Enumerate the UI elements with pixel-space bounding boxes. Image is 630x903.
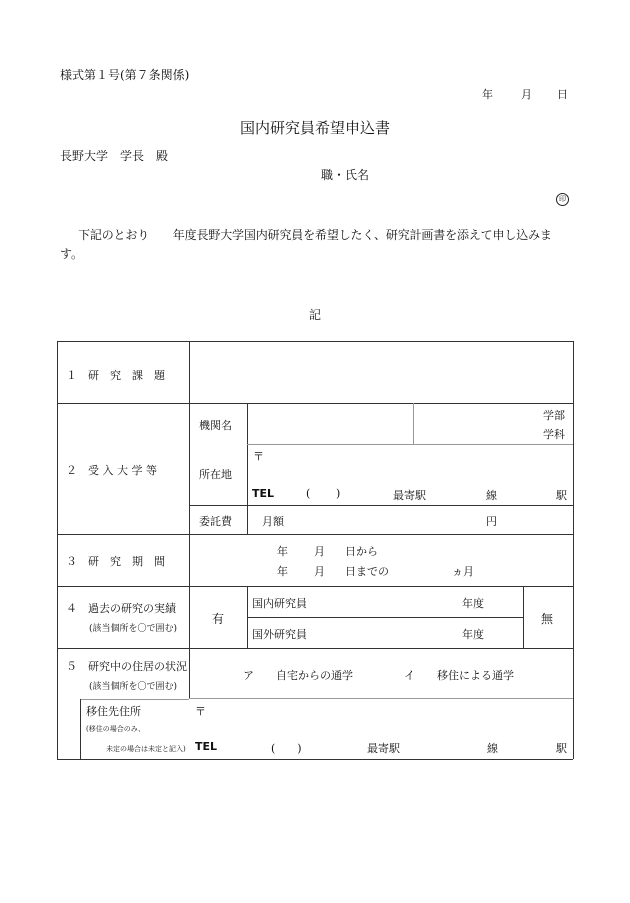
relocation-address-label: 移住先住所 bbox=[86, 705, 141, 718]
from-day: 日から bbox=[345, 545, 378, 558]
to-year: 年 bbox=[277, 565, 288, 578]
address-label: 所在地 bbox=[199, 468, 232, 481]
body-text-line2: す。 bbox=[60, 247, 84, 261]
relocation-line: 線 bbox=[487, 742, 498, 755]
to-day: 日までの bbox=[345, 565, 389, 578]
tel-label: TEL bbox=[252, 487, 275, 500]
nearest-station-label: 最寄駅 bbox=[393, 489, 426, 502]
fee-label: 委託費 bbox=[199, 515, 232, 528]
relocation-tel-paren: ( ) bbox=[271, 742, 302, 755]
overseas-fiscal-year: 年度 bbox=[462, 628, 484, 641]
relocation-postal-mark: 〒 bbox=[195, 705, 206, 718]
body-text-line1: 下記のとおり 年度長野大学国内研究員を希望したく、研究計画書を添えて申し込みま bbox=[78, 228, 552, 242]
row4-note: (該当個所を〇で囲む) bbox=[89, 624, 178, 634]
from-month: 月 bbox=[314, 545, 325, 558]
row5-housing-label: ５ 研究中の住居の状況 bbox=[66, 660, 187, 673]
from-year: 年 bbox=[277, 545, 288, 558]
yes-option: 有 bbox=[212, 612, 225, 626]
row1-research-topic-label: １ 研 究 課 題 bbox=[66, 369, 165, 382]
to-month: 月 bbox=[314, 565, 325, 578]
row3-research-period-label: ３ 研 究 期 間 bbox=[66, 555, 165, 568]
monthly-label: 月額 bbox=[262, 515, 284, 528]
relocation-note-1: (移住の場合のみ、 bbox=[86, 725, 146, 733]
date-month: 月 bbox=[521, 88, 532, 101]
relocation-note-2: 未定の場合は未定と記入) bbox=[106, 745, 186, 753]
postal-mark: 〒 bbox=[253, 450, 264, 463]
date-day: 日 bbox=[557, 88, 568, 101]
overseas-researcher: 国外研究員 bbox=[252, 628, 307, 641]
form-number: 様式第１号(第７条関係) bbox=[60, 68, 190, 82]
tel-paren-close: ) bbox=[336, 487, 341, 500]
tel-paren-open: ( bbox=[306, 487, 311, 500]
relocation-nearest-station: 最寄駅 bbox=[367, 742, 400, 755]
document-title: 国内研究員希望申込書 bbox=[239, 119, 390, 137]
line-label: 線 bbox=[486, 489, 497, 502]
relocation-tel-label: TEL bbox=[195, 740, 218, 753]
relocation-station: 駅 bbox=[556, 742, 567, 755]
addressee: 長野大学 学長 殿 bbox=[60, 149, 169, 163]
domestic-fiscal-year: 年度 bbox=[462, 597, 484, 610]
option-commute-relocate: イ 移住による通学 bbox=[404, 669, 514, 682]
option-commute-home: ア 自宅からの通学 bbox=[243, 669, 353, 682]
row5-note: (該当個所を〇で囲む) bbox=[89, 682, 178, 692]
applicant-label: 職・氏名 bbox=[321, 168, 370, 182]
row2-host-university-label: ２ 受 入 大 学 等 bbox=[66, 464, 157, 477]
department-label: 学科 bbox=[543, 428, 565, 441]
faculty-label: 学部 bbox=[543, 409, 565, 422]
yen-label: 円 bbox=[486, 515, 497, 528]
row4-past-research-label: ４ 過去の研究の実績 bbox=[66, 602, 176, 615]
to-months: ヵ月 bbox=[452, 565, 474, 578]
institution-label: 機関名 bbox=[199, 419, 232, 432]
date-year: 年 bbox=[482, 88, 493, 101]
seal-mark: 印 bbox=[556, 186, 569, 206]
ki-mark: 記 bbox=[309, 308, 322, 322]
no-option: 無 bbox=[541, 612, 554, 626]
station-label: 駅 bbox=[556, 489, 567, 502]
domestic-researcher: 国内研究員 bbox=[252, 597, 307, 610]
